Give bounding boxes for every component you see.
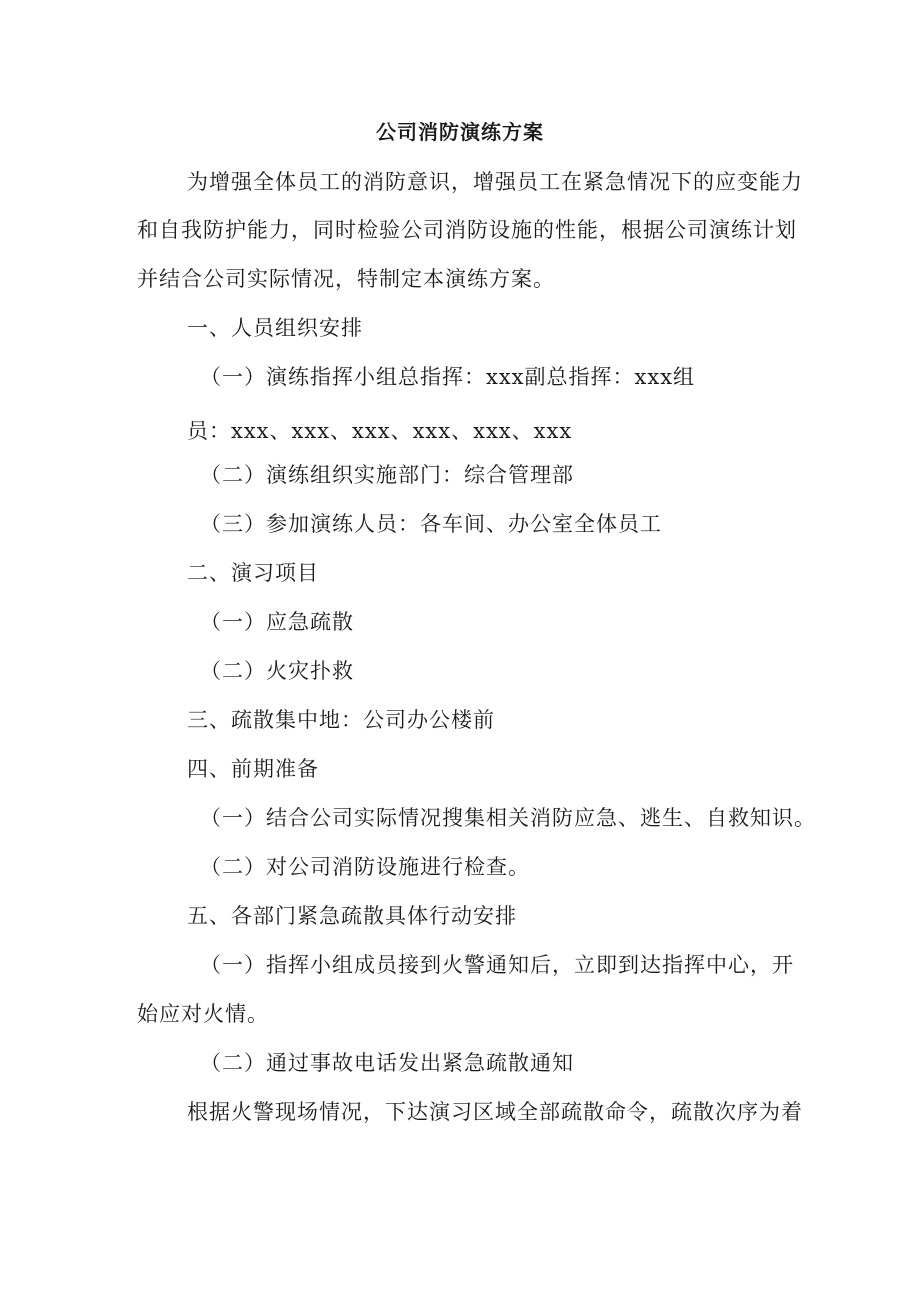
section-5-heading: 五、各部门紧急疏散具体行动安排 (187, 904, 517, 928)
section-5-item-1-line-1: （一）指挥小组成员接到火警通知后，立即到达指挥中心，开 (200, 953, 794, 977)
intro-line-2: 和自我防护能力，同时检验公司消防设施的性能，根据公司演练计划 (137, 218, 797, 242)
section-1-item-2: （二）演练组织实施部门：综合管理部 (200, 463, 574, 487)
section-5-paragraph-line-1: 根据火警现场情况，下达演习区域全部疏散命令，疏散次序为着 (187, 1100, 803, 1124)
section-1-heading: 一、人员组织安排 (187, 316, 363, 340)
section-4-item-2: （二）对公司消防设施进行检查。 (200, 855, 530, 879)
page-title: 公司消防演练方案 (376, 120, 544, 144)
section-4-heading: 四、前期准备 (187, 757, 319, 781)
section-2-item-2: （二）火灾扑救 (200, 659, 354, 683)
section-2-item-1: （一）应急疏散 (200, 610, 354, 634)
section-1-item-3: （三）参加演练人员：各车间、办公室全体员工 (200, 512, 662, 536)
section-3-heading: 三、疏散集中地：公司办公楼前 (187, 708, 495, 732)
intro-line-1: 为增强全体员工的消防意识，增强员工在紧急情况下的应变能力 (187, 170, 803, 194)
section-5-item-1-line-2: 始应对火情。 (137, 1002, 269, 1026)
section-1-item-1-line-1: （一）演练指挥小组总指挥：xxx副总指挥：xxx组 (200, 365, 696, 389)
section-1-item-1-line-2: 员：xxx、xxx、xxx、xxx、xxx、xxx (187, 419, 573, 443)
section-5-item-2: （二）通过事故电话发出紧急疏散通知 (200, 1051, 574, 1075)
intro-line-3: 并结合公司实际情况，特制定本演练方案。 (137, 267, 555, 291)
section-4-item-1: （一）结合公司实际情况搜集相关消防应急、逃生、自救知识。 (200, 806, 816, 830)
section-2-heading: 二、演习项目 (187, 561, 319, 585)
